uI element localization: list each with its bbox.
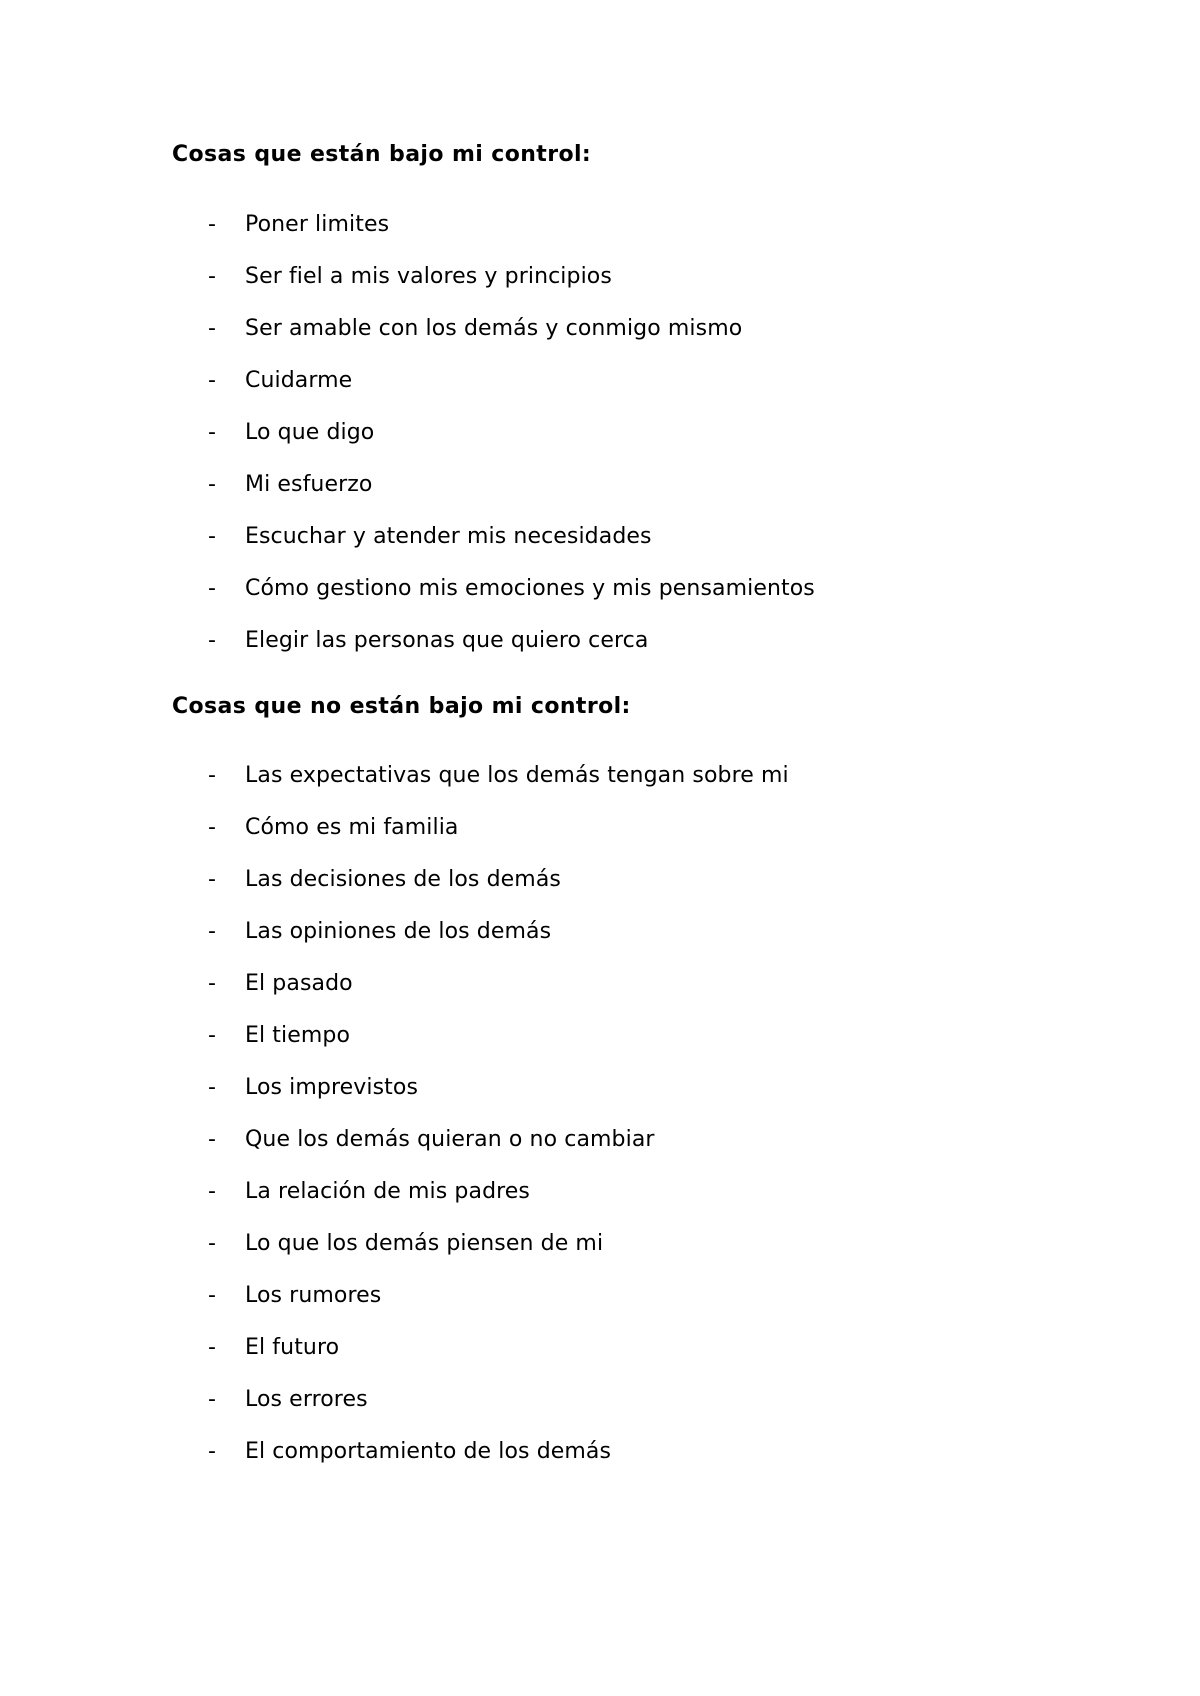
list-item-text: El comportamiento de los demás (245, 1439, 612, 1464)
list-item-text: Cuidarme (245, 368, 353, 393)
bullet-dash: - (208, 1179, 216, 1204)
list-item-text: Ser amable con los demás y conmigo mismo (245, 316, 743, 341)
bullet-dash: - (208, 368, 216, 393)
list-item-text: El tiempo (245, 1023, 351, 1048)
list-item-text: Ser fiel a mis valores y principios (245, 264, 612, 289)
bullet-dash: - (208, 763, 216, 788)
bullet-dash: - (208, 867, 216, 892)
bullet-dash: - (208, 420, 216, 445)
list-item-text: Cómo gestiono mis emociones y mis pensamientos (245, 576, 815, 601)
section-heading-not-in-control: Cosas que no están bajo mi control: (172, 694, 631, 719)
bullet-dash: - (208, 1335, 216, 1360)
list-item-text: El pasado (245, 971, 353, 996)
bullet-dash: - (208, 1231, 216, 1256)
list-item-text: Que los demás quieran o no cambiar (245, 1127, 655, 1152)
list-item-text: Cómo es mi familia (245, 815, 459, 840)
bullet-dash: - (208, 576, 216, 601)
list-item-text: Elegir las personas que quiero cerca (245, 628, 649, 653)
bullet-dash: - (208, 1075, 216, 1100)
bullet-dash: - (208, 472, 216, 497)
bullet-dash: - (208, 264, 216, 289)
list-item-text: Los errores (245, 1387, 368, 1412)
list-item-text: Las opiniones de los demás (245, 919, 552, 944)
bullet-dash: - (208, 628, 216, 653)
list-item-text: Las decisiones de los demás (245, 867, 561, 892)
bullet-dash: - (208, 815, 216, 840)
list-item-text: Poner limites (245, 212, 390, 237)
bullet-dash: - (208, 919, 216, 944)
list-item-text: Lo que los demás piensen de mi (245, 1231, 604, 1256)
bullet-dash: - (208, 1387, 216, 1412)
bullet-dash: - (208, 212, 216, 237)
list-item-text: Lo que digo (245, 420, 375, 445)
list-item-text: El futuro (245, 1335, 340, 1360)
section-heading-in-control: Cosas que están bajo mi control: (172, 142, 592, 167)
list-item-text: Escuchar y atender mis necesidades (245, 524, 652, 549)
bullet-dash: - (208, 971, 216, 996)
bullet-dash: - (208, 1439, 216, 1464)
bullet-dash: - (208, 316, 216, 341)
list-item-text: Los imprevistos (245, 1075, 419, 1100)
bullet-dash: - (208, 1283, 216, 1308)
list-item-text: Mi esfuerzo (245, 472, 373, 497)
bullet-dash: - (208, 524, 216, 549)
list-item-text: Los rumores (245, 1283, 382, 1308)
list-item-text: Las expectativas que los demás tengan sobre mi (245, 763, 789, 788)
bullet-dash: - (208, 1023, 216, 1048)
list-item-text: La relación de mis padres (245, 1179, 530, 1204)
bullet-dash: - (208, 1127, 216, 1152)
